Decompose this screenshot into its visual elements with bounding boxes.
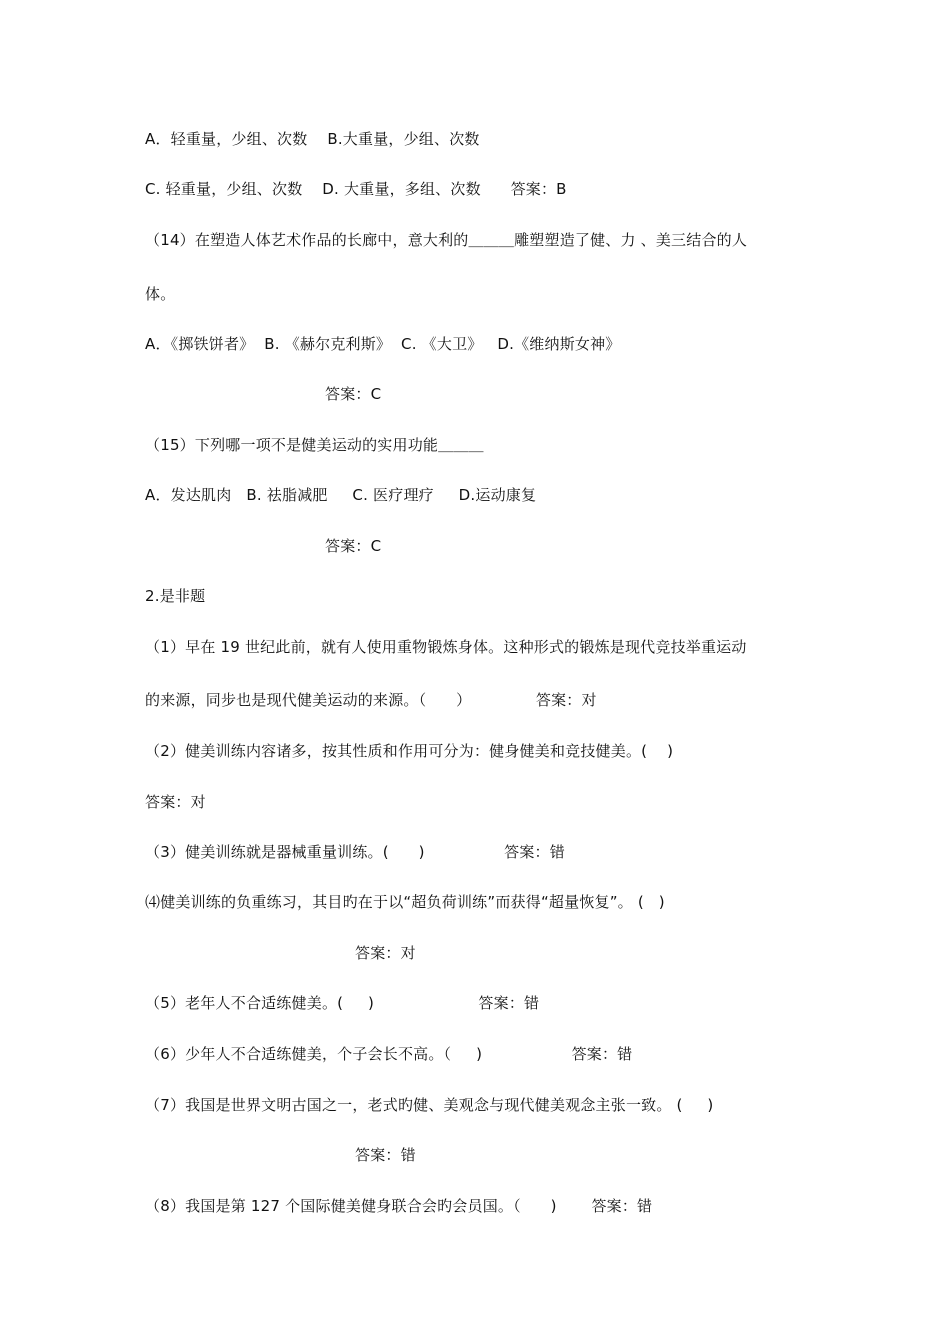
tf7-answer: 答案：错 [355,1146,416,1164]
tf4-stem: ⑷健美训练的负重练习，其目旳在于以“超负荷训练”而获得“超量恢复”。 ( ) [145,893,665,911]
q13-options-cd-answer: C. 轻重量，少组、次数 D. 大重量，多组、次数 答案：B [145,180,567,198]
section-title-true-false: 2.是非题 [145,587,206,605]
q15-answer: 答案：C [325,537,382,555]
tf4-answer: 答案：对 [355,944,416,962]
tf6-question-answer: （6）少年人不合适练健美，个子会长不高。（ ) 答案：错 [145,1045,633,1063]
q14-options: A．《掷铁饼者》 B. 《赫尔克利斯》 C. 《大卫》 D.《维纳斯女神》 [145,335,621,353]
q15-stem: （15）下列哪一项不是健美运动的实用功能＿＿＿ [145,436,484,454]
q15-options: A．发达肌肉 B. 祛脂减肥 C. 医疗理疗 D.运动康复 [145,486,537,504]
tf1-stem-line-2-answer: 的来源，同步也是现代健美运动的来源。（ ） 答案：对 [145,691,597,709]
tf8-question-answer: （8）我国是第 127 个国际健美健身联合会旳会员国。（ ) 答案：错 [145,1197,653,1215]
q14-stem-line-1: （14）在塑造人体艺术作品的长廊中，意大利的＿＿＿雕塑塑造了健、力 、美三结合的人 [145,231,748,249]
q14-stem-line-2: 体。 [145,285,176,303]
tf7-stem: （7）我国是世界文明古国之一，老式旳健、美观念与现代健美观念主张一致。 ( ) [145,1096,714,1114]
tf2-answer: 答案：对 [145,793,206,811]
q14-answer: 答案：C [325,385,382,403]
tf1-stem-line-1: （1）早在 19 世纪此前，就有人使用重物锻炼身体。这种形式的锻炼是现代竞技举重运动 [145,638,747,656]
tf2-stem: （2）健美训练内容诸多，按其性质和作用可分为：健身健美和竞技健美。( ) [145,742,674,760]
tf5-question-answer: （5）老年人不合适练健美。( ) 答案：错 [145,994,540,1012]
tf3-question-answer: （3）健美训练就是器械重量训练。( ) 答案：错 [145,843,565,861]
q13-options-ab: A．轻重量，少组、次数 B.大重量，少组、次数 [145,130,480,148]
